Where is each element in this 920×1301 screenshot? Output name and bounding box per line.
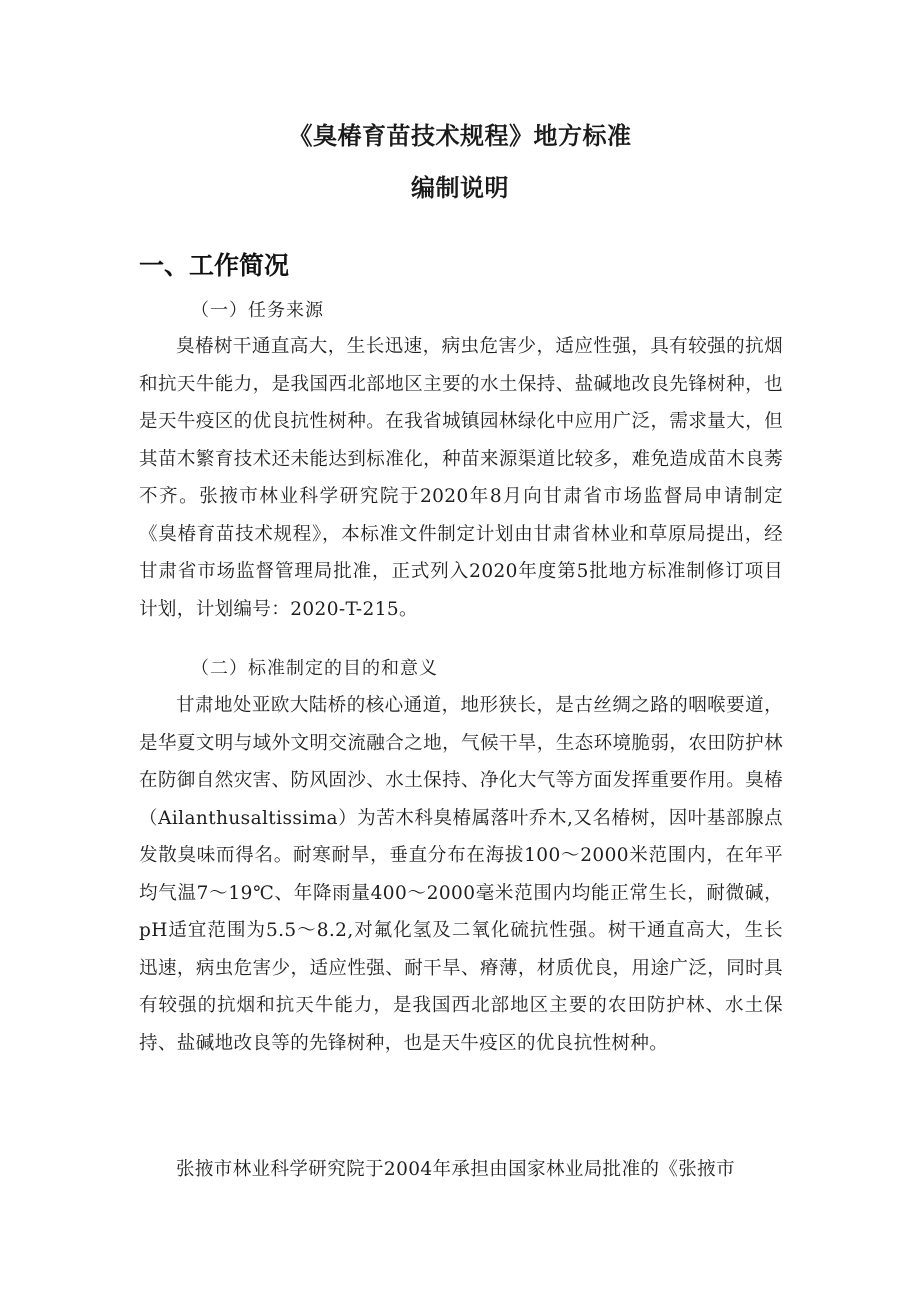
paragraph-task-source: 臭椿树干通直高大，生长迅速，病虫危害少，适应性强，具有较强的抗烟和抗天牛能力，是我国西北部地区主要的水土保持、盐碱地改良先锋树种，也是天牛疫区的优良抗性树种。在我省城镇园林绿化中应用广泛，需求量大，但其苗木繁育技术还未能达到标准化，种苗来源渠道比较多，难免造成苗木良莠不齐。张掖市林业科学研究院于2020年8月向甘肃省市场监督局申请制定《臭椿育苗技术规程》，本标准文件制定计划由甘肃省林业和草原局提出，经甘肃省市场监督管理局批准，正式列入2020年度第5批地方标准制修订项目计划，计划编号：2020-T-215。 (139, 336, 783, 620)
section-heading-work-overview: 一、工作简况 (139, 251, 290, 280)
subsection-heading-task-source: （一）任务来源 (191, 300, 324, 321)
subsection-heading-purpose: （二）标准制定的目的和意义 (191, 658, 438, 679)
paragraph-purpose: 甘肃地处亚欧大陆桥的核心通道，地形狭长，是古丝绸之路的咽喉要道，是华夏文明与域外文明交流融合之地，气候干旱，生态环境脆弱，农田防护林在防御自然灾害、防风固沙、水土保持、净化大气等方面发挥重要作用。臭椿（Ailanthusaltissima）为苦木科臭椿属落叶乔木,又名椿树，因叶基部腺点发散臭味而得名。耐寒耐旱，垂直分布在海拔100～2000米范围内，在年平均气温7～19℃、年降雨量400～2000毫米范围内均能正常生长，耐微碱，pH适宜范围为5.5～8.2,对氟化氢及二氧化硫抗性强。树干通直高大，生长迅速，病虫危害少，适应性强、耐干旱、瘠薄，材质优良，用途广泛，同时具有较强的抗烟和抗天牛能力，是我国西北部地区主要的农田防护林、水土保持、盐碱地改良等的先锋树种，也是天牛疫区的优良抗性树种。 (139, 695, 783, 1054)
document-title: 《臭椿育苗技术规程》地方标准 (288, 122, 632, 150)
document-subtitle: 编制说明 (411, 174, 509, 202)
paragraph-history: 张掖市林业科学研究院于2004年承担由国家林业局批准的《张掖市 (176, 1159, 735, 1180)
